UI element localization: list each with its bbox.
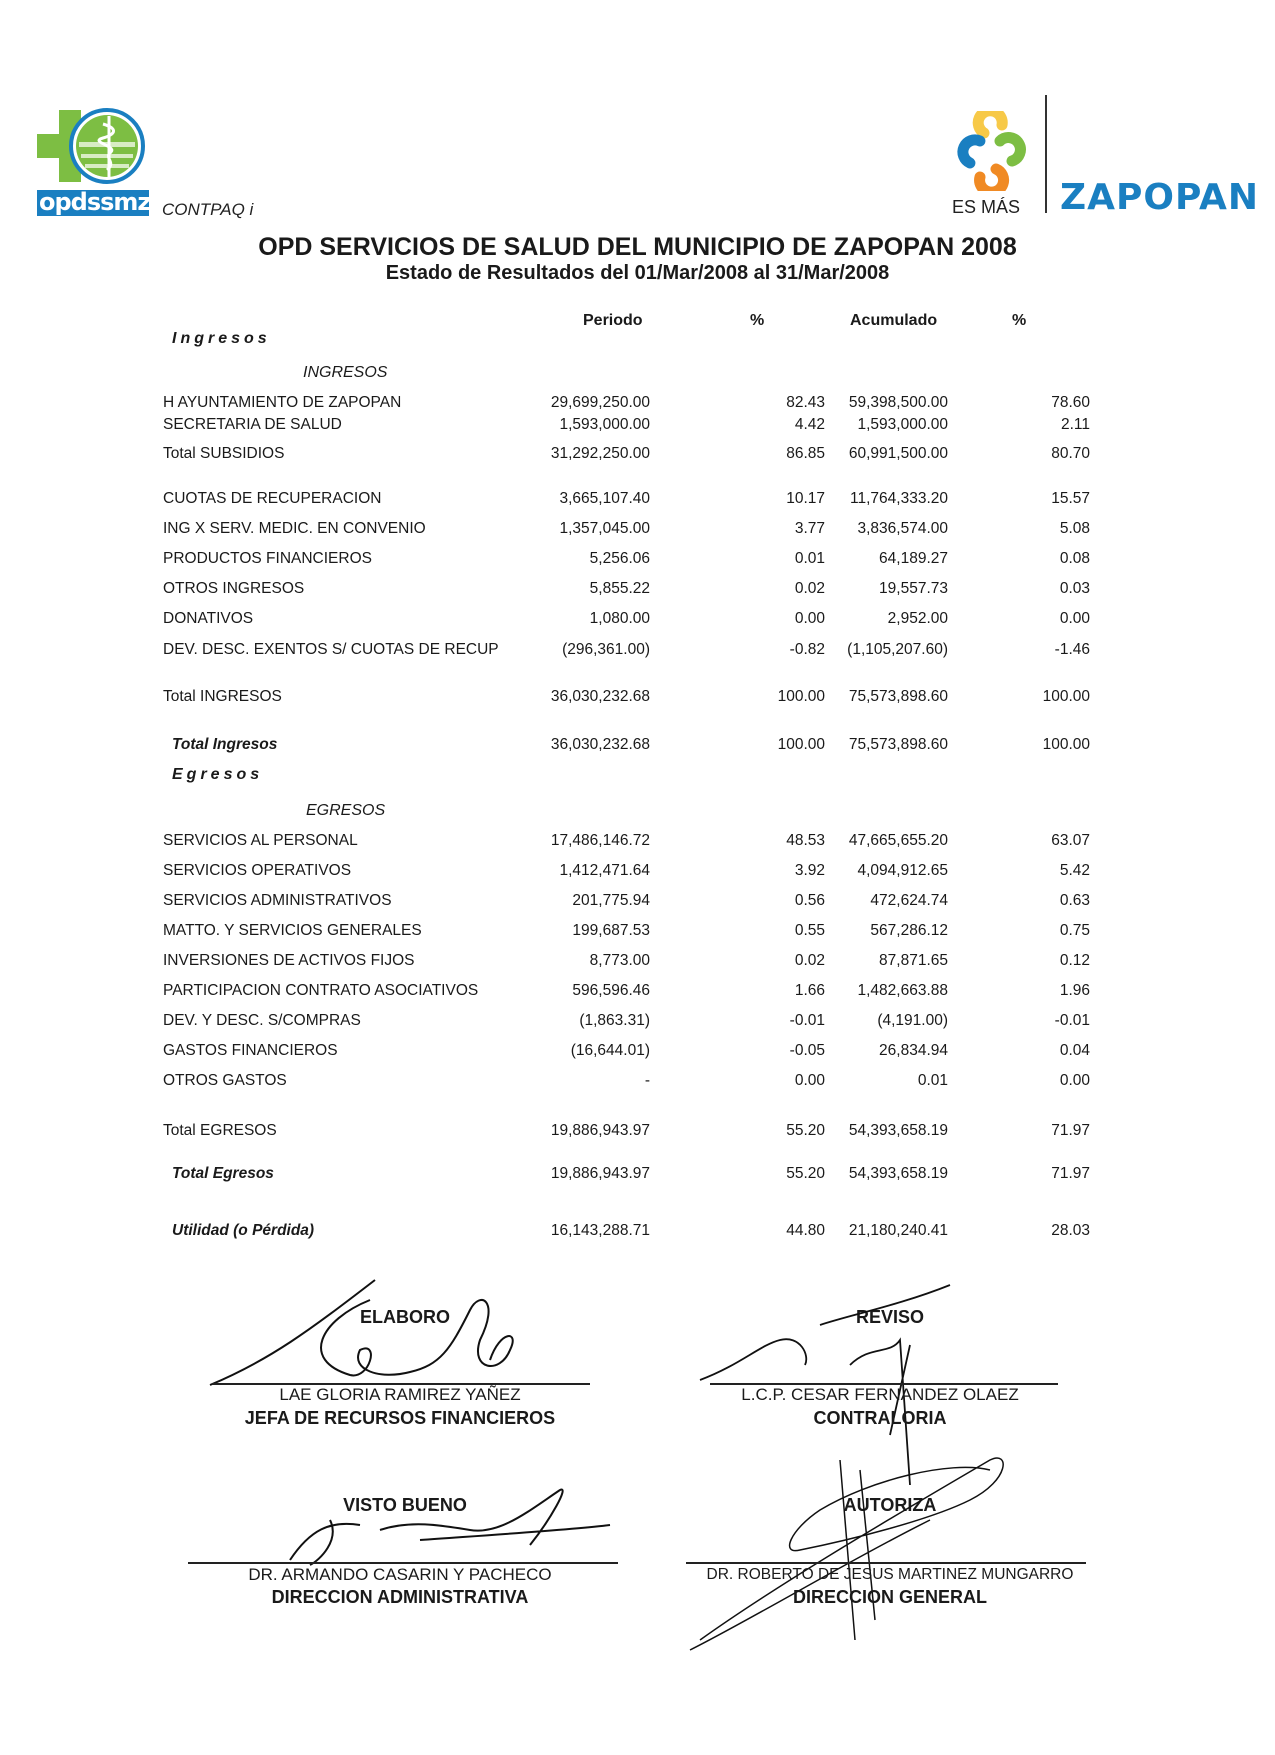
periodo-pct: 100.00 [777, 688, 825, 705]
row-label: GASTOS FINANCIEROS [163, 1042, 338, 1059]
acumulado-pct: 0.00 [1059, 610, 1090, 627]
acumulado-pct: 78.60 [1051, 394, 1090, 411]
periodo-pct: 100.00 [777, 736, 825, 753]
acumulado-pct: 80.70 [1051, 445, 1090, 462]
signature-scribble-icon [210, 1280, 530, 1390]
acumulado-pct: 63.07 [1051, 832, 1090, 849]
acumulado-pct: 28.03 [1051, 1222, 1090, 1239]
row-label: Total EGRESOS [163, 1122, 277, 1139]
periodo-value: 5,855.22 [589, 580, 650, 597]
acumulado-pct: 0.12 [1059, 952, 1090, 969]
grand-total-ingresos [0, 736, 1275, 756]
row-label: CUOTAS DE RECUPERACION [163, 490, 382, 507]
acumulado-value: 60,991,500.00 [848, 445, 948, 462]
signer-department: JEFA DE RECURSOS FINANCIEROS [244, 1408, 556, 1428]
acumulado-value: 3,836,574.00 [857, 520, 948, 537]
acumulado-value: 75,573,898.60 [848, 688, 948, 705]
acumulado-value: 87,871.65 [879, 952, 948, 969]
acumulado-pct: 5.42 [1059, 862, 1090, 879]
row-label: INVERSIONES DE ACTIVOS FIJOS [163, 952, 415, 969]
acumulado-value: (4,191.00) [877, 1012, 948, 1029]
row-label: Total Egresos [172, 1165, 274, 1182]
table-row-total-egresos [0, 1122, 1275, 1142]
periodo-value: 201,775.94 [572, 892, 650, 909]
periodo-value: 36,030,232.68 [550, 736, 650, 753]
row-label: MATTO. Y SERVICIOS GENERALES [163, 922, 422, 939]
signature-role-autoriza: AUTORIZA [843, 1495, 937, 1515]
periodo-pct: 0.02 [794, 952, 825, 969]
periodo-value: 8,773.00 [589, 952, 650, 969]
acumulado-value: 4,094,912.65 [857, 862, 948, 879]
periodo-pct: 3.92 [794, 862, 825, 879]
signature-scribble-icon [690, 1440, 1020, 1650]
acumulado-pct: 0.03 [1059, 580, 1090, 597]
periodo-pct: 0.00 [794, 1072, 825, 1089]
periodo-pct: -0.82 [789, 641, 825, 658]
periodo-value: (16,644.01) [570, 1042, 650, 1059]
table-row [0, 394, 1275, 414]
signer-name: DR. ROBERTO DE JESUS MARTINEZ MUNGARRO [706, 1566, 1074, 1583]
periodo-value: 199,687.53 [572, 922, 650, 939]
periodo-pct: -0.05 [789, 1042, 825, 1059]
periodo-pct: 55.20 [786, 1165, 825, 1182]
acumulado-value: 567,286.12 [870, 922, 948, 939]
periodo-value: 596,596.46 [572, 982, 650, 999]
periodo-pct: 0.56 [794, 892, 825, 909]
acumulado-value: 54,393,658.19 [848, 1165, 948, 1182]
periodo-pct: 10.17 [786, 490, 825, 507]
table-row [0, 550, 1275, 570]
periodo-value: 1,357,045.00 [559, 520, 650, 537]
row-label: PARTICIPACION CONTRATO ASOCIATIVOS [163, 982, 479, 999]
acumulado-pct: -0.01 [1054, 1012, 1090, 1029]
acumulado-value: 19,557.73 [879, 580, 948, 597]
group-ingresos: INGRESOS [303, 364, 388, 381]
section-ingresos: Ingresos [172, 330, 271, 347]
opdssmz-logo [37, 108, 149, 220]
table-row [0, 892, 1275, 912]
periodo-value: 36,030,232.68 [550, 688, 650, 705]
group-egresos: EGRESOS [306, 802, 386, 819]
opdssmz-wordmark-text: opdssmz [39, 188, 151, 216]
column-header-acumulado: Acumulado [850, 312, 938, 329]
table-row [0, 862, 1275, 882]
report-title: OPD SERVICIOS DE SALUD DEL MUNICIPIO DE ZAPOPAN 2008 [258, 233, 1017, 261]
signer-name: LAE GLORIA RAMIREZ YAÑEZ [279, 1385, 521, 1404]
table-row [0, 641, 1275, 661]
periodo-value: 31,292,250.00 [550, 445, 650, 462]
signature-role-elaboro: ELABORO [360, 1307, 450, 1327]
zapopan-logo [950, 95, 1260, 220]
column-header-pct-acumulado: % [1012, 312, 1027, 329]
table-row [0, 520, 1275, 540]
row-label: DEV. Y DESC. S/COMPRAS [163, 1012, 361, 1029]
acumulado-value: 0.01 [917, 1072, 948, 1089]
acumulado-value: 59,398,500.00 [848, 394, 948, 411]
acumulado-value: 1,593,000.00 [857, 416, 948, 433]
signature-scribble-icon [270, 1490, 620, 1570]
utilidad-row [0, 1222, 1275, 1242]
row-label: SECRETARIA DE SALUD [163, 416, 342, 433]
periodo-pct: 48.53 [786, 832, 825, 849]
periodo-pct: 3.77 [794, 520, 825, 537]
acumulado-value: 64,189.27 [879, 550, 948, 567]
acumulado-pct: 100.00 [1042, 736, 1090, 753]
acumulado-value: 1,482,663.88 [857, 982, 948, 999]
acumulado-pct: 15.57 [1051, 490, 1090, 507]
acumulado-value: 47,665,655.20 [848, 832, 948, 849]
acumulado-pct: 1.96 [1059, 982, 1090, 999]
acumulado-value: 21,180,240.41 [848, 1222, 948, 1239]
row-label: H AYUNTAMIENTO DE ZAPOPAN [163, 394, 402, 411]
row-label: PRODUCTOS FINANCIEROS [163, 550, 372, 567]
zapopan-knot-icon [950, 111, 1030, 191]
row-label: SERVICIOS ADMINISTRATIVOS [163, 892, 392, 909]
row-label: SERVICIOS AL PERSONAL [163, 832, 358, 849]
logo-divider [1045, 95, 1047, 213]
section-egresos: Egresos [172, 766, 264, 783]
periodo-value: (1,863.31) [579, 1012, 650, 1029]
periodo-value: (296,361.00) [562, 641, 650, 658]
table-row [0, 580, 1275, 600]
acumulado-pct: 71.97 [1051, 1122, 1090, 1139]
row-label: DONATIVOS [163, 610, 254, 627]
signer-name: L.C.P. CESAR FERNANDEZ OLAEZ [741, 1385, 1019, 1404]
table-row-total-ingresos [0, 688, 1275, 708]
row-label: SERVICIOS OPERATIVOS [163, 862, 352, 879]
row-label: OTROS GASTOS [163, 1072, 287, 1089]
periodo-pct: -0.01 [789, 1012, 825, 1029]
acumulado-pct: 5.08 [1059, 520, 1090, 537]
acumulado-value: 472,624.74 [870, 892, 948, 909]
periodo-pct: 86.85 [786, 445, 825, 462]
acumulado-value: 2,952.00 [887, 610, 948, 627]
periodo-pct: 44.80 [786, 1222, 825, 1239]
table-row [0, 832, 1275, 852]
signer-department: DIRECCION ADMINISTRATIVA [271, 1587, 529, 1607]
acumulado-pct: 71.97 [1051, 1165, 1090, 1182]
periodo-value: 3,665,107.40 [559, 490, 650, 507]
signer-name: DR. ARMANDO CASARIN Y PACHECO [248, 1565, 552, 1584]
report-subtitle: Estado de Resultados del 01/Mar/2008 al 31/Mar/2008 [385, 262, 890, 284]
periodo-value: - [644, 1072, 650, 1089]
zapopan-wordmark: ZAPOPAN [1060, 177, 1260, 218]
periodo-pct: 0.55 [794, 922, 825, 939]
signature-line [188, 1562, 618, 1564]
periodo-value: 19,886,943.97 [550, 1165, 650, 1182]
acumulado-value: 75,573,898.60 [848, 736, 948, 753]
acumulado-pct: 100.00 [1042, 688, 1090, 705]
periodo-value: 17,486,146.72 [550, 832, 650, 849]
acumulado-pct: -1.46 [1054, 641, 1090, 658]
periodo-pct: 1.66 [794, 982, 825, 999]
periodo-value: 29,699,250.00 [550, 394, 650, 411]
table-row [0, 416, 1275, 436]
acumulado-pct: 0.04 [1059, 1042, 1090, 1059]
table-row [0, 1012, 1275, 1032]
signature-role-visto-bueno: VISTO BUENO [343, 1495, 467, 1515]
periodo-value: 1,412,471.64 [559, 862, 650, 879]
acumulado-pct: 0.75 [1059, 922, 1090, 939]
row-label: Total SUBSIDIOS [163, 445, 285, 462]
signer-department: CONTRALORIA [813, 1408, 947, 1428]
periodo-pct: 55.20 [786, 1122, 825, 1139]
periodo-value: 5,256.06 [589, 550, 650, 567]
table-row [0, 1042, 1275, 1062]
periodo-value: 1,080.00 [589, 610, 650, 627]
column-header-periodo: Periodo [583, 312, 643, 329]
acumulado-value: 11,764,333.20 [850, 490, 948, 507]
table-row [0, 610, 1275, 630]
table-row [0, 1072, 1275, 1092]
periodo-pct: 4.42 [794, 416, 825, 433]
periodo-value: 16,143,288.71 [550, 1222, 650, 1239]
periodo-value: 19,886,943.97 [550, 1122, 650, 1139]
periodo-pct: 0.02 [794, 580, 825, 597]
acumulado-value: 26,834.94 [879, 1042, 948, 1059]
periodo-pct: 82.43 [786, 394, 825, 411]
table-row [0, 490, 1275, 510]
signature-role-reviso: REVISO [855, 1307, 925, 1327]
software-name: CONTPAQ i [162, 200, 254, 219]
acumulado-pct: 0.08 [1059, 550, 1090, 567]
acumulado-pct: 0.00 [1059, 1072, 1090, 1089]
table-row [0, 982, 1275, 1002]
zapopan-tagline: ES MÁS [952, 197, 1021, 217]
table-row [0, 952, 1275, 972]
periodo-pct: 0.00 [794, 610, 825, 627]
acumulado-pct: 0.63 [1059, 892, 1090, 909]
signer-department: DIRECCION GENERAL [792, 1587, 987, 1607]
acumulado-value: (1,105,207.60) [847, 641, 948, 658]
table-row [0, 922, 1275, 942]
row-label: ING X SERV. MEDIC. EN CONVENIO [163, 520, 426, 537]
column-header-pct-periodo: % [750, 312, 765, 329]
row-label: OTROS INGRESOS [163, 580, 305, 597]
row-label: Utilidad (o Pérdida) [172, 1222, 315, 1239]
acumulado-value: 54,393,658.19 [848, 1122, 948, 1139]
periodo-pct: 0.01 [794, 550, 825, 567]
grand-total-egresos [0, 1165, 1275, 1185]
acumulado-pct: 2.11 [1060, 416, 1090, 433]
row-label: Total Ingresos [172, 736, 278, 753]
signature-line [686, 1562, 1086, 1564]
row-label: DEV. DESC. EXENTOS S/ CUOTAS DE RECUP [163, 641, 499, 658]
table-row [0, 445, 1275, 465]
periodo-value: 1,593,000.00 [559, 416, 650, 433]
row-label: Total INGRESOS [163, 688, 282, 705]
